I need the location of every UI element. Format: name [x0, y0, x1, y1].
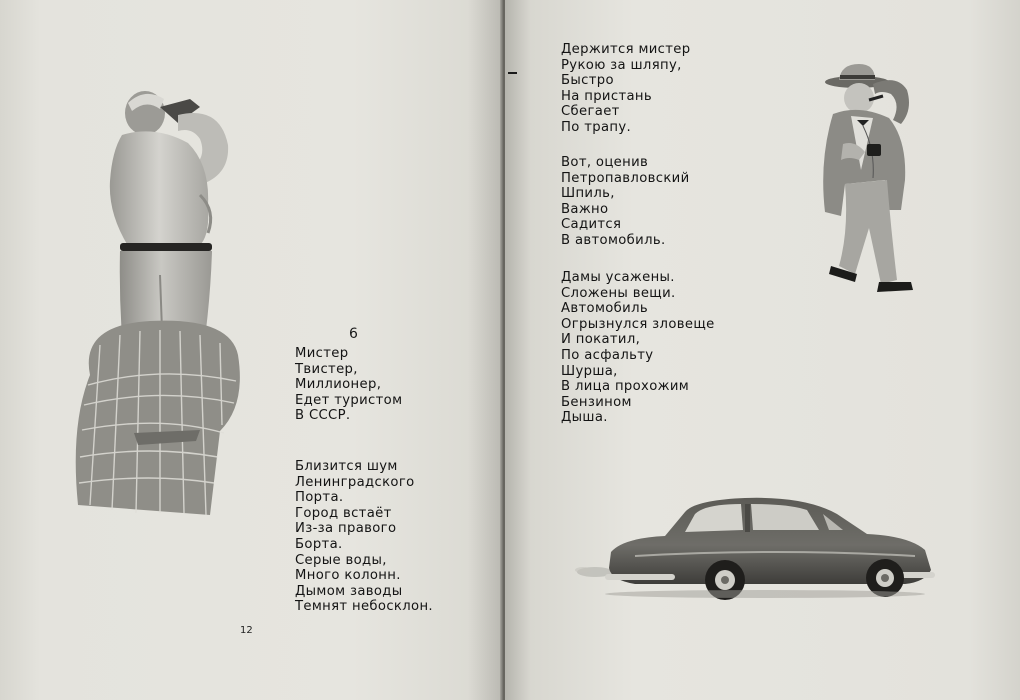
poem-line: Город встаёт	[295, 505, 392, 521]
page-number: 12	[240, 625, 253, 636]
margin-mark	[508, 72, 517, 74]
poem-stanza	[561, 270, 715, 426]
poem-line: Сбегает	[561, 104, 620, 120]
poem-stanza	[561, 42, 690, 136]
poem-line: Важно	[561, 201, 609, 217]
car-illustration	[575, 490, 940, 605]
poem-line: Петропавловский	[561, 170, 690, 186]
poem-line: Сложены вещи.	[561, 285, 676, 301]
poem-line: Твистер,	[295, 361, 358, 377]
poem-line: Темнят небосклон.	[295, 599, 433, 615]
poem-line: В СССР.	[295, 408, 351, 424]
poem-stanza	[295, 346, 402, 424]
poem-line: Дамы усажены.	[561, 270, 675, 285]
poem-line: Быстро	[561, 73, 614, 89]
poem-line: Миллионер,	[295, 377, 382, 393]
poem-line: По трапу.	[561, 119, 632, 135]
poem-line: Дыша.	[561, 410, 608, 426]
poem-line: Вот, оценив	[561, 155, 649, 170]
poem-line: Садится	[561, 217, 622, 233]
poem-line: Автомобиль	[561, 301, 648, 317]
poem-line: Порта.	[295, 490, 344, 506]
poem-line: В автомобиль.	[561, 232, 666, 248]
poem-line: В лица прохожим	[561, 379, 690, 395]
man-on-wicker-chair-illustration	[60, 85, 250, 525]
poem-line: Близится шум	[295, 459, 398, 474]
poem-line: Держится мистер	[561, 42, 691, 57]
poem-line: Борта.	[295, 536, 343, 552]
poem-line: На пристань	[561, 88, 653, 104]
poem-line: Мистер	[295, 346, 349, 361]
poem-line: Серые воды,	[295, 552, 387, 568]
poem-line: По асфальту	[561, 347, 654, 363]
poem-stanza	[561, 155, 690, 249]
chapter-number: 6	[349, 326, 358, 342]
poem-line: Огрызнулся зловеще	[561, 316, 715, 332]
poem-line: Шурша,	[561, 363, 618, 379]
poem-line: Едет туристом	[295, 392, 403, 408]
poem-line: Рукою за шляпу,	[561, 57, 682, 73]
man-with-hat-and-cigar-illustration	[815, 60, 935, 300]
poem-line: Шпиль,	[561, 186, 615, 202]
poem-line: Ленинградского	[295, 474, 415, 490]
poem-line: И покатил,	[561, 332, 641, 348]
poem-stanza	[295, 459, 433, 615]
poem-line: Много колонн.	[295, 568, 401, 584]
poem-line: Из-за правого	[295, 521, 397, 537]
poem-line: Дымом заводы	[295, 583, 403, 599]
poem-line: Бензином	[561, 394, 632, 410]
left-page	[0, 0, 503, 700]
